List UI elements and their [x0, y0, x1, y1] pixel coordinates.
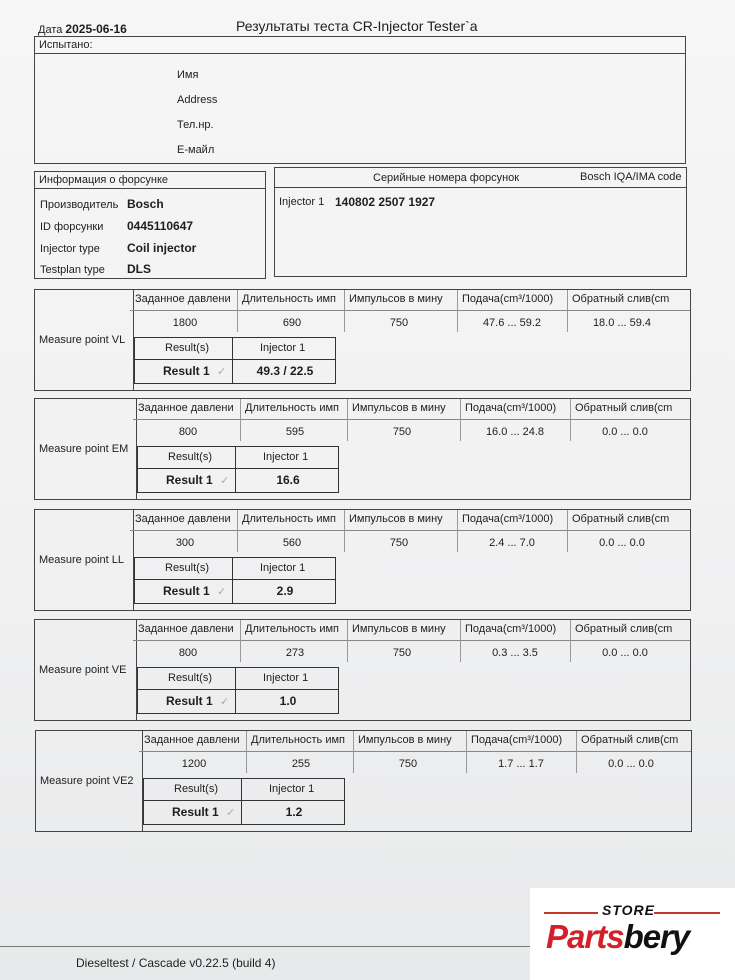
result-1-label: Result 1	[163, 364, 210, 378]
injector-type-value: Coil injector	[127, 241, 197, 255]
result-value: 2.9	[276, 584, 294, 598]
check-icon: ✓	[220, 696, 230, 708]
logo-brand	[546, 918, 689, 956]
result-table	[143, 778, 345, 825]
result-1-label: Result 1	[166, 694, 213, 708]
measure-point-name: Measure point LL	[35, 510, 134, 610]
measure-value-pressure: 300	[175, 537, 195, 549]
measure-point-block	[34, 509, 691, 611]
serial-injector-value: 140802 2507 1927	[335, 195, 436, 209]
date-value: 2025-06-16	[65, 22, 127, 36]
column-separator	[237, 510, 238, 552]
column-header: Подача(cm³/1000)	[465, 402, 557, 414]
footer-version: Dieseltest / Cascade v0.22.5 (build 4)	[76, 956, 276, 970]
serial-injector-label: Injector 1	[279, 196, 325, 208]
check-icon: ✓	[217, 366, 227, 378]
column-separator	[457, 290, 458, 332]
column-separator	[460, 620, 461, 662]
measure-value-pulses: 750	[389, 317, 409, 329]
page-title: Результаты теста CR-Injector Tester`a	[236, 18, 478, 34]
column-separator	[347, 399, 348, 441]
column-separator	[240, 399, 241, 441]
result-value: 1.2	[285, 805, 303, 819]
column-header: Импульсов в мину	[349, 513, 443, 525]
result-value: 16.6	[276, 473, 300, 487]
measure-value-return: 18.0 ... 59.4	[592, 317, 652, 329]
measure-value-duration: 560	[282, 537, 302, 549]
logo-brand-parts: Parts	[546, 918, 624, 955]
column-header: Обратный слив(cm	[575, 623, 673, 635]
column-separator	[567, 510, 568, 552]
column-header: Подача(cm³/1000)	[465, 623, 557, 635]
column-header: Обратный слив(cm	[575, 402, 673, 414]
column-separator	[347, 620, 348, 662]
result-injector-label: Injector 1	[263, 451, 309, 463]
measure-value-delivery: 2.4 ... 7.0	[489, 537, 535, 549]
result-column-divider	[232, 338, 233, 383]
logo-rule-right	[654, 912, 720, 914]
results-label: Result(s)	[174, 783, 219, 795]
measure-point-name: Measure point VE2	[36, 731, 143, 831]
injector-info-box	[34, 171, 266, 279]
measure-value-return: 0.0 ... 0.0	[602, 647, 648, 659]
measure-point-name: Measure point VE	[35, 620, 137, 720]
column-header: Длительность имп	[245, 402, 340, 414]
column-separator	[570, 620, 571, 662]
manufacturer-value: Bosch	[127, 197, 164, 211]
measure-value-pulses: 750	[398, 758, 418, 770]
results-label: Result(s)	[165, 342, 210, 354]
column-header: Длительность имп	[251, 734, 346, 746]
measure-value-return: 0.0 ... 0.0	[608, 758, 654, 770]
testplan-type-value: DLS	[127, 262, 151, 276]
code-heading: Bosch IQA/IMA code	[580, 171, 682, 183]
result-1-label: Result 1	[163, 584, 210, 598]
result-column-divider	[235, 668, 236, 713]
injector-id-label: ID форсунки	[40, 221, 104, 233]
measure-value-return: 0.0 ... 0.0	[599, 537, 645, 549]
column-header: Импульсов в мину	[352, 623, 446, 635]
column-header: Заданное давлени	[135, 293, 231, 305]
result-table	[137, 446, 339, 493]
measure-point-name: Measure point EM	[35, 399, 137, 499]
column-separator	[237, 290, 238, 332]
column-header: Обратный слив(cm	[572, 293, 670, 305]
column-header: Заданное давлени	[144, 734, 240, 746]
logo-rule-left	[544, 912, 598, 914]
column-header: Заданное давлени	[138, 402, 234, 414]
test-date	[38, 22, 127, 36]
measure-value-pulses: 750	[392, 426, 412, 438]
result-injector-label: Injector 1	[269, 783, 315, 795]
footer-divider	[0, 946, 530, 947]
address-field-label: Address	[177, 94, 218, 106]
column-header: Длительность имп	[242, 513, 337, 525]
column-separator	[457, 510, 458, 552]
tested-box	[34, 36, 686, 164]
result-table	[134, 557, 336, 604]
result-table	[134, 337, 336, 384]
check-icon: ✓	[220, 475, 230, 487]
result-1-label: Result 1	[172, 805, 219, 819]
logo-store-text: STORE	[602, 902, 655, 918]
result-injector-label: Injector 1	[263, 672, 309, 684]
column-separator	[466, 731, 467, 773]
name-field-label: Имя	[177, 69, 199, 81]
column-header: Импульсов в мину	[349, 293, 443, 305]
column-header: Обратный слив(cm	[572, 513, 670, 525]
partsbery-logo	[530, 888, 735, 980]
result-table	[137, 667, 339, 714]
results-label: Result(s)	[165, 562, 210, 574]
column-header: Подача(cm³/1000)	[462, 513, 554, 525]
result-injector-label: Injector 1	[260, 342, 306, 354]
result-column-divider	[232, 558, 233, 603]
result-1-label: Result 1	[166, 473, 213, 487]
column-header: Импульсов в мину	[358, 734, 452, 746]
measure-point-name: Measure point VL	[35, 290, 134, 390]
date-label: Дата	[38, 24, 63, 36]
measure-value-return: 0.0 ... 0.0	[602, 426, 648, 438]
measure-value-delivery: 1.7 ... 1.7	[498, 758, 544, 770]
tested-heading: Испытано:	[35, 37, 685, 54]
email-field-label: E-майл	[177, 144, 215, 156]
measure-value-pressure: 800	[178, 426, 198, 438]
measure-point-block	[34, 619, 691, 721]
measure-point-block	[35, 730, 692, 832]
result-value: 49.3 / 22.5	[256, 364, 314, 378]
result-column-divider	[241, 779, 242, 824]
serials-heading: Серийные номера форсунок	[373, 172, 520, 184]
column-header: Подача(cm³/1000)	[462, 293, 554, 305]
phone-field-label: Тел.нр.	[177, 119, 214, 131]
measure-point-block	[34, 289, 691, 391]
column-header: Длительность имп	[242, 293, 337, 305]
column-header: Заданное давлени	[138, 623, 234, 635]
column-separator	[570, 399, 571, 441]
result-value: 1.0	[279, 694, 297, 708]
check-icon: ✓	[217, 586, 227, 598]
column-separator	[240, 620, 241, 662]
measure-value-delivery: 0.3 ... 3.5	[492, 647, 538, 659]
measure-value-duration: 255	[291, 758, 311, 770]
measure-value-duration: 595	[285, 426, 305, 438]
measure-value-delivery: 47.6 ... 59.2	[482, 317, 542, 329]
column-separator	[567, 290, 568, 332]
column-separator	[576, 731, 577, 773]
column-header: Длительность имп	[245, 623, 340, 635]
column-header: Заданное давлени	[135, 513, 231, 525]
column-header: Импульсов в мину	[352, 402, 446, 414]
measure-value-duration: 273	[285, 647, 305, 659]
result-injector-label: Injector 1	[260, 562, 306, 574]
column-separator	[344, 290, 345, 332]
results-label: Result(s)	[168, 451, 213, 463]
column-header: Подача(cm³/1000)	[471, 734, 563, 746]
column-separator	[460, 399, 461, 441]
measure-value-pressure: 1200	[181, 758, 207, 770]
result-column-divider	[235, 447, 236, 492]
results-label: Result(s)	[168, 672, 213, 684]
manufacturer-label: Производитель	[40, 199, 119, 211]
check-icon: ✓	[226, 807, 236, 819]
measure-value-pulses: 750	[389, 537, 409, 549]
measure-value-duration: 690	[282, 317, 302, 329]
injector-type-label: Injector type	[40, 243, 100, 255]
injector-id-value: 0445110647	[127, 219, 194, 233]
measure-value-pressure: 1800	[172, 317, 198, 329]
injector-info-heading: Информация о форсунке	[35, 172, 265, 189]
measure-value-pressure: 800	[178, 647, 198, 659]
measure-point-block	[34, 398, 691, 500]
testplan-type-label: Testplan type	[40, 264, 105, 276]
column-header: Обратный слив(cm	[581, 734, 679, 746]
measure-value-delivery: 16.0 ... 24.8	[485, 426, 545, 438]
column-separator	[344, 510, 345, 552]
column-separator	[353, 731, 354, 773]
logo-brand-bery: bery	[623, 918, 690, 955]
column-separator	[246, 731, 247, 773]
measure-value-pulses: 750	[392, 647, 412, 659]
serials-box	[274, 167, 687, 277]
